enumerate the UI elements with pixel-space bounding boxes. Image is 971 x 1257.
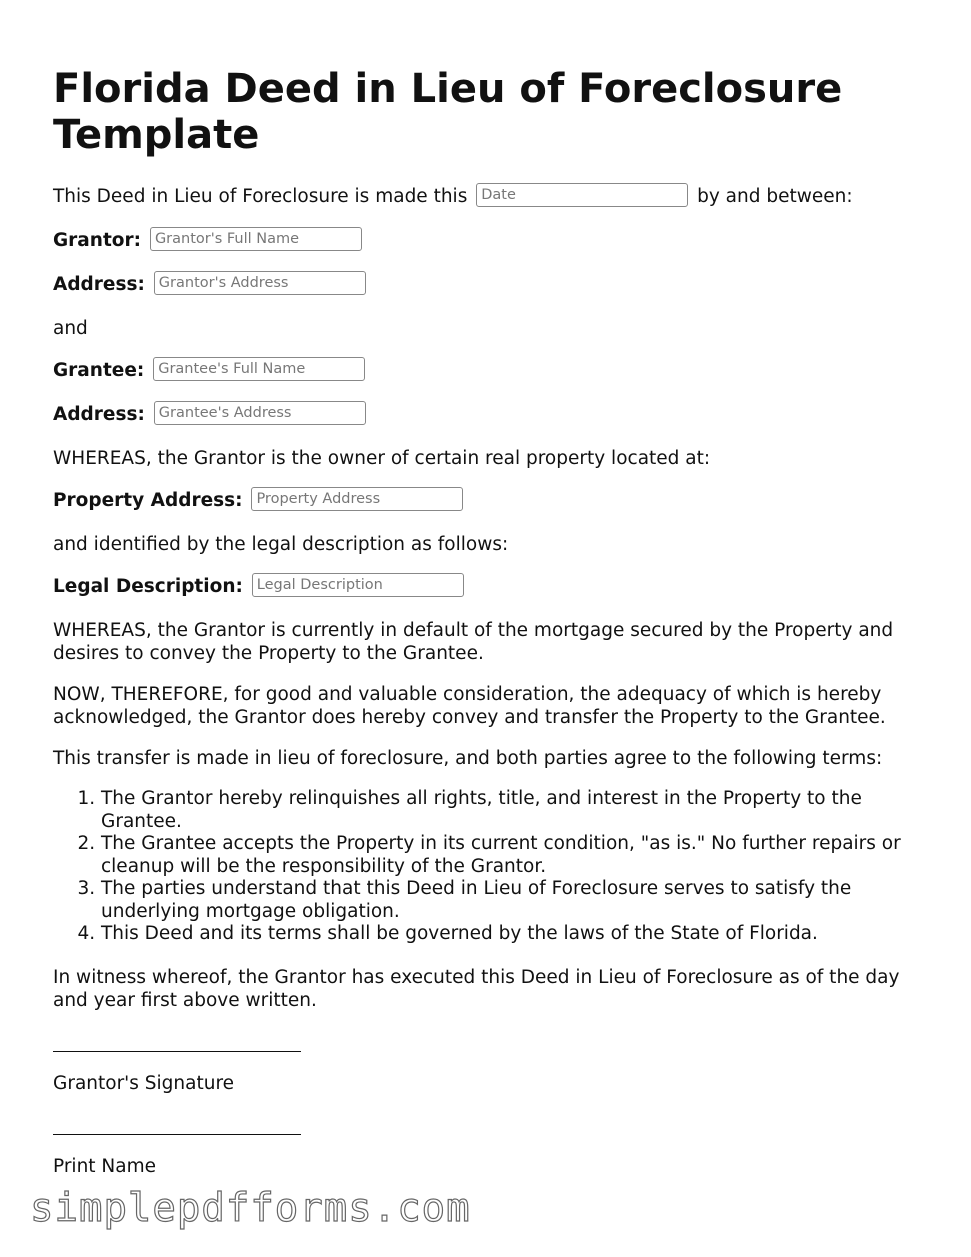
intro-text: This Deed in Lieu of Foreclosure is made this <box>53 186 468 207</box>
intro-line <box>53 185 853 209</box>
grantor-address-field[interactable]: Grantor's Address <box>154 271 366 295</box>
legal-description-label: Legal Description: <box>53 576 243 597</box>
legal-description-field[interactable]: Legal Description <box>252 573 464 597</box>
property-address-field[interactable]: Property Address <box>251 487 463 511</box>
intro-text-after: by and between: <box>697 186 853 207</box>
print-name-label: Print Name <box>53 1156 157 1177</box>
property-address-row <box>53 489 466 513</box>
date-field[interactable]: Date <box>476 183 688 207</box>
grantee-address-field[interactable]: Grantee's Address <box>154 401 366 425</box>
page-title: Florida Deed in Lieu of Foreclosure Template <box>53 66 843 158</box>
grantor-label: Grantor: <box>53 230 142 251</box>
signature-label: Grantor's Signature <box>53 1073 235 1094</box>
whereas-default-paragraph: WHEREAS, the Grantor is currently in default of the mortgage secured by the Property and desires to convey the Property to the Grantee. <box>53 620 894 664</box>
list-item: 3. The parties understand that this Deed in Lieu of Foreclosure serves to satisfy the underlying mortgage obligation. <box>101 878 923 923</box>
grantor-address-label: Address: <box>53 274 145 295</box>
and-text: and <box>53 318 88 339</box>
legal-description-row <box>53 575 467 599</box>
signature-line <box>53 1051 301 1052</box>
legal-intro-text: and identified by the legal description as follows: <box>53 534 509 555</box>
grantee-address-label: Address: <box>53 404 145 425</box>
grantor-name-field[interactable]: Grantor's Full Name <box>150 227 362 251</box>
witness-paragraph: In witness whereof, the Grantor has executed this Deed in Lieu of Foreclosure as of the day and year first above written. <box>53 967 900 1011</box>
grantee-label: Grantee: <box>53 360 145 381</box>
grantee-name-field[interactable]: Grantee's Full Name <box>153 357 365 381</box>
grantee-address-row <box>53 403 369 427</box>
terms-intro-text: This transfer is made in lieu of foreclosure, and both parties agree to the following terms: <box>53 748 883 769</box>
grantor-name-row <box>53 229 365 253</box>
property-address-label: Property Address: <box>53 490 243 511</box>
now-therefore-paragraph: NOW, THEREFORE, for good and valuable consideration, the adequacy of which is hereby acknowledged, the Grantor does hereby convey and transfer the Property to the Grantee. <box>53 684 886 728</box>
list-item: 1. The Grantor hereby relinquishes all rights, title, and interest in the Property to the Grantee. <box>101 788 923 833</box>
terms-list <box>53 788 923 946</box>
grantee-name-row <box>53 359 368 383</box>
watermark: simplepdfforms.com <box>30 1186 471 1231</box>
grantor-address-row <box>53 273 369 297</box>
list-item: 4. This Deed and its terms shall be governed by the laws of the State of Florida. <box>101 923 923 946</box>
print-name-line <box>53 1134 301 1135</box>
list-item: 2. The Grantee accepts the Property in its current condition, "as is." No further repairs or cleanup will be the responsibility of the Grantor. <box>101 833 923 878</box>
whereas-owner-text: WHEREAS, the Grantor is the owner of certain real property located at: <box>53 448 711 469</box>
